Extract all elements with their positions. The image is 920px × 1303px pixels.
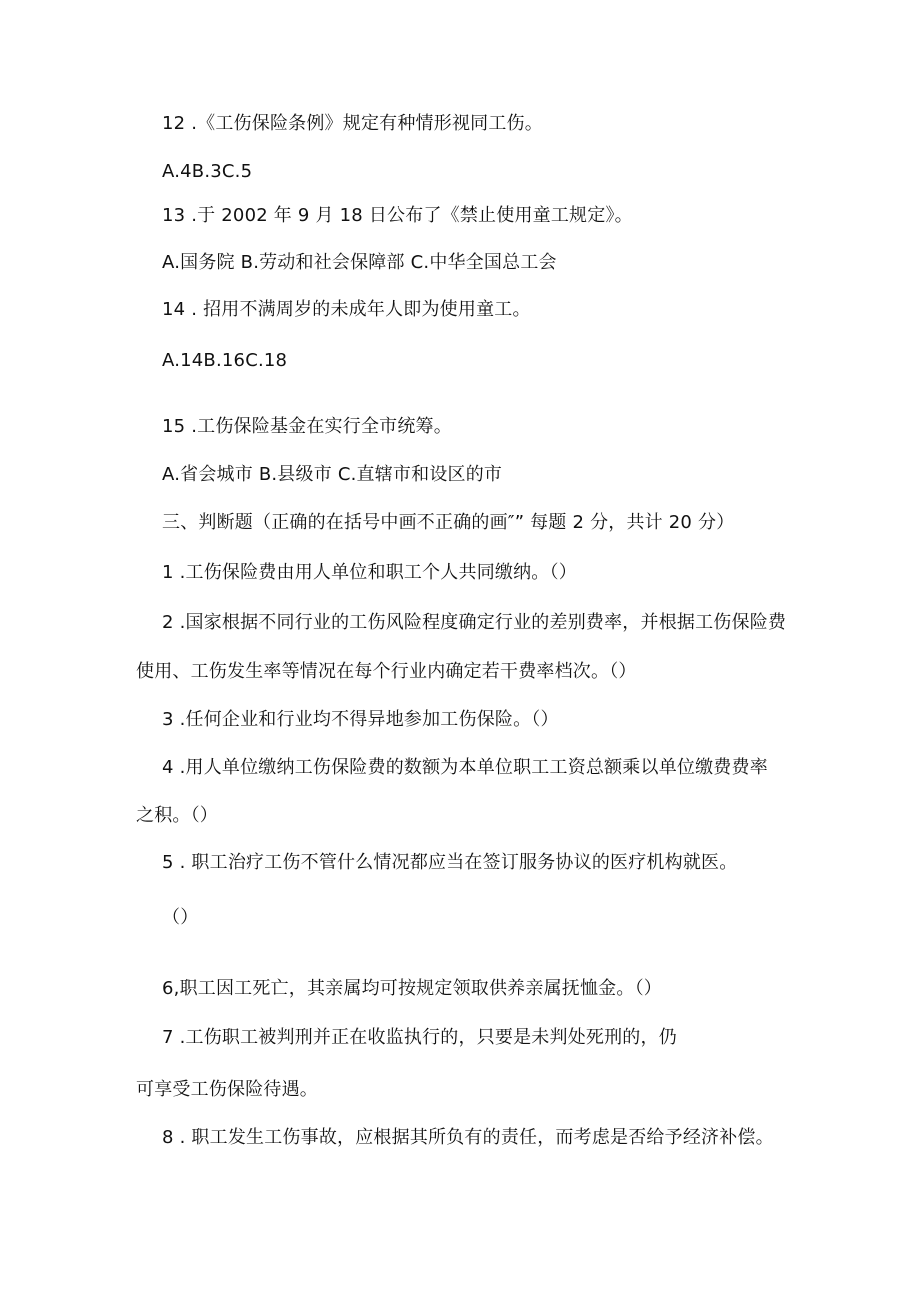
question-13-options: A.国务院 B.劳动和社会保障部 C.中华全国总工会: [162, 252, 557, 273]
judgment-item-6: 6,职工因工死亡，其亲属均可按规定领取供养亲属抚恤金。（）: [162, 978, 662, 999]
judgment-item-7-continued: 可享受工伤保险待遇。: [136, 1079, 318, 1100]
judgment-item-5-blank: （）: [162, 907, 199, 928]
judgment-item-4: 4 .用人单位缴纳工伤保险费的数额为本单位职工工资总额乘以单位缴费费率: [162, 757, 768, 778]
question-14-stem: 14 . 招用不满周岁的未成年人即为使用童工。: [162, 299, 531, 320]
judgment-item-2-continued: 使用、工伤发生率等情况在每个行业内确定若干费率档次。（）: [136, 661, 637, 682]
judgment-item-8: 8 . 职工发生工伤事故，应根据其所负有的责任，而考虑是否给予经济补偿。: [162, 1127, 774, 1148]
question-15-stem: 15 .工伤保险基金在实行全市统筹。: [162, 416, 452, 437]
judgment-item-2: 2 .国家根据不同行业的工伤风险程度确定行业的差别费率，并根据工伤保险费: [162, 612, 787, 633]
judgment-item-1: 1 .工伤保险费由用人单位和职工个人共同缴纳。（）: [162, 562, 577, 583]
judgment-item-5: 5 . 职工治疗工伤不管什么情况都应当在签订服务协议的医疗机构就医。: [162, 852, 738, 873]
question-14-options: A.14B.16C.18: [162, 350, 288, 371]
section-heading: 三、判断题（正确的在括号中画不正确的画″” 每题 2 分，共计 20 分）: [162, 512, 735, 533]
question-12-options: A.4B.3C.5: [162, 161, 253, 182]
question-15-options: A.省会城市 B.县级市 C.直辖市和设区的市: [162, 464, 503, 485]
judgment-item-3: 3 .任何企业和行业均不得异地参加工伤保险。（）: [162, 709, 559, 730]
question-12-stem: 12 .《工伤保险条例》规定有种情形视同工伤。: [162, 113, 543, 134]
question-13-stem: 13 .于 2002 年 9 月 18 日公布了《禁止使用童工规定》。: [162, 205, 633, 226]
judgment-item-7: 7 .工伤职工被判刑并正在收监执行的，只要是未判处死刑的，仍: [162, 1027, 677, 1048]
judgment-item-4-continued: 之积。（）: [136, 805, 218, 826]
